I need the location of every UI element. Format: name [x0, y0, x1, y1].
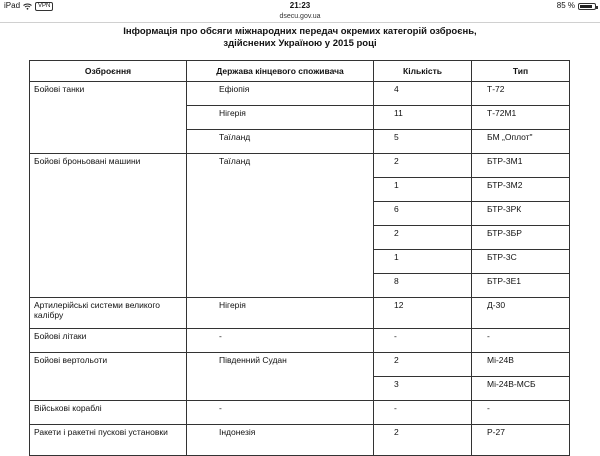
toolbar-divider: [0, 22, 600, 23]
type-cell: БТР-3Е1: [472, 274, 570, 298]
category-cell: Бойові броньовані машини: [30, 154, 187, 298]
country-cell: -: [187, 401, 374, 425]
table-row: [30, 401, 570, 425]
type-cell: БТР-3РК: [472, 202, 570, 226]
country-cell: Ефіопія: [187, 82, 374, 106]
country-cell: -: [187, 329, 374, 353]
table-row: [30, 82, 570, 106]
country-cell: Індонезія: [187, 425, 374, 456]
quantity-cell: 6: [374, 202, 472, 226]
header-weapons: Озброєння: [30, 61, 187, 82]
category-cell: Бойові літаки: [30, 329, 187, 353]
quantity-cell: 8: [374, 274, 472, 298]
address-bar[interactable]: dsecu.gov.ua: [279, 13, 321, 20]
country-cell: Південний Судан: [187, 353, 374, 401]
type-cell: -: [472, 401, 570, 425]
country-cell: Таїланд: [187, 154, 374, 298]
type-cell: БТР-3С: [472, 250, 570, 274]
quantity-cell: 1: [374, 250, 472, 274]
type-cell: Р-27: [472, 425, 570, 456]
status-right: [557, 0, 596, 12]
table-row: [30, 353, 570, 377]
type-cell: БТР-3М2: [472, 178, 570, 202]
table-row: [30, 425, 570, 456]
arms-transfer-table: [29, 60, 570, 456]
header-end-user-state: Держава кінцевого споживача: [187, 61, 374, 82]
header-type: Тип: [472, 61, 570, 82]
category-cell: Бойові танки: [30, 82, 187, 154]
quantity-cell: 4: [374, 82, 472, 106]
status-bar: [0, 0, 600, 12]
header-quantity: Кількість: [374, 61, 472, 82]
category-cell: Артилерійські системи великого калібру: [30, 298, 187, 329]
quantity-cell: -: [374, 329, 472, 353]
table-row: [30, 298, 570, 329]
category-cell: Військові кораблі: [30, 401, 187, 425]
table-row: [30, 154, 570, 178]
quantity-cell: 2: [374, 154, 472, 178]
type-cell: БТР-3М1: [472, 154, 570, 178]
type-cell: -: [472, 329, 570, 353]
quantity-cell: -: [374, 401, 472, 425]
category-cell: Ракети і ракетні пускові установки: [30, 425, 187, 456]
type-cell: БТР-3БР: [472, 226, 570, 250]
type-cell: Мі-24В-МСБ: [472, 377, 570, 401]
type-cell: Т-72М1: [472, 106, 570, 130]
type-cell: Мі-24В: [472, 353, 570, 377]
vpn-badge: VPN: [35, 2, 53, 11]
quantity-cell: 12: [374, 298, 472, 329]
country-cell: Таїланд: [187, 130, 374, 154]
device-name: iPad: [4, 1, 21, 10]
quantity-cell: 2: [374, 226, 472, 250]
battery-icon: [578, 3, 596, 10]
country-cell: Нігерія: [187, 298, 374, 329]
quantity-cell: 11: [374, 106, 472, 130]
page-title: [0, 26, 600, 50]
type-cell: Т-72: [472, 82, 570, 106]
table-header-row: [30, 61, 570, 82]
title-line-1: Інформація про обсяги міжнародних передач окремих категорій озброєнь,: [123, 26, 477, 37]
title-line-2: здійснених Україною у 2015 році: [223, 38, 377, 49]
quantity-cell: 5: [374, 130, 472, 154]
quantity-cell: 2: [374, 353, 472, 377]
battery-label: 85 %: [556, 1, 575, 10]
table-row: [30, 329, 570, 353]
type-cell: Д-30: [472, 298, 570, 329]
country-cell: Нігерія: [187, 106, 374, 130]
category-cell: Бойові вертольоти: [30, 353, 187, 401]
quantity-cell: 1: [374, 178, 472, 202]
status-time: 21:23: [289, 1, 311, 10]
quantity-cell: 2: [374, 425, 472, 456]
quantity-cell: 3: [374, 377, 472, 401]
type-cell: БМ „Оплот": [472, 130, 570, 154]
